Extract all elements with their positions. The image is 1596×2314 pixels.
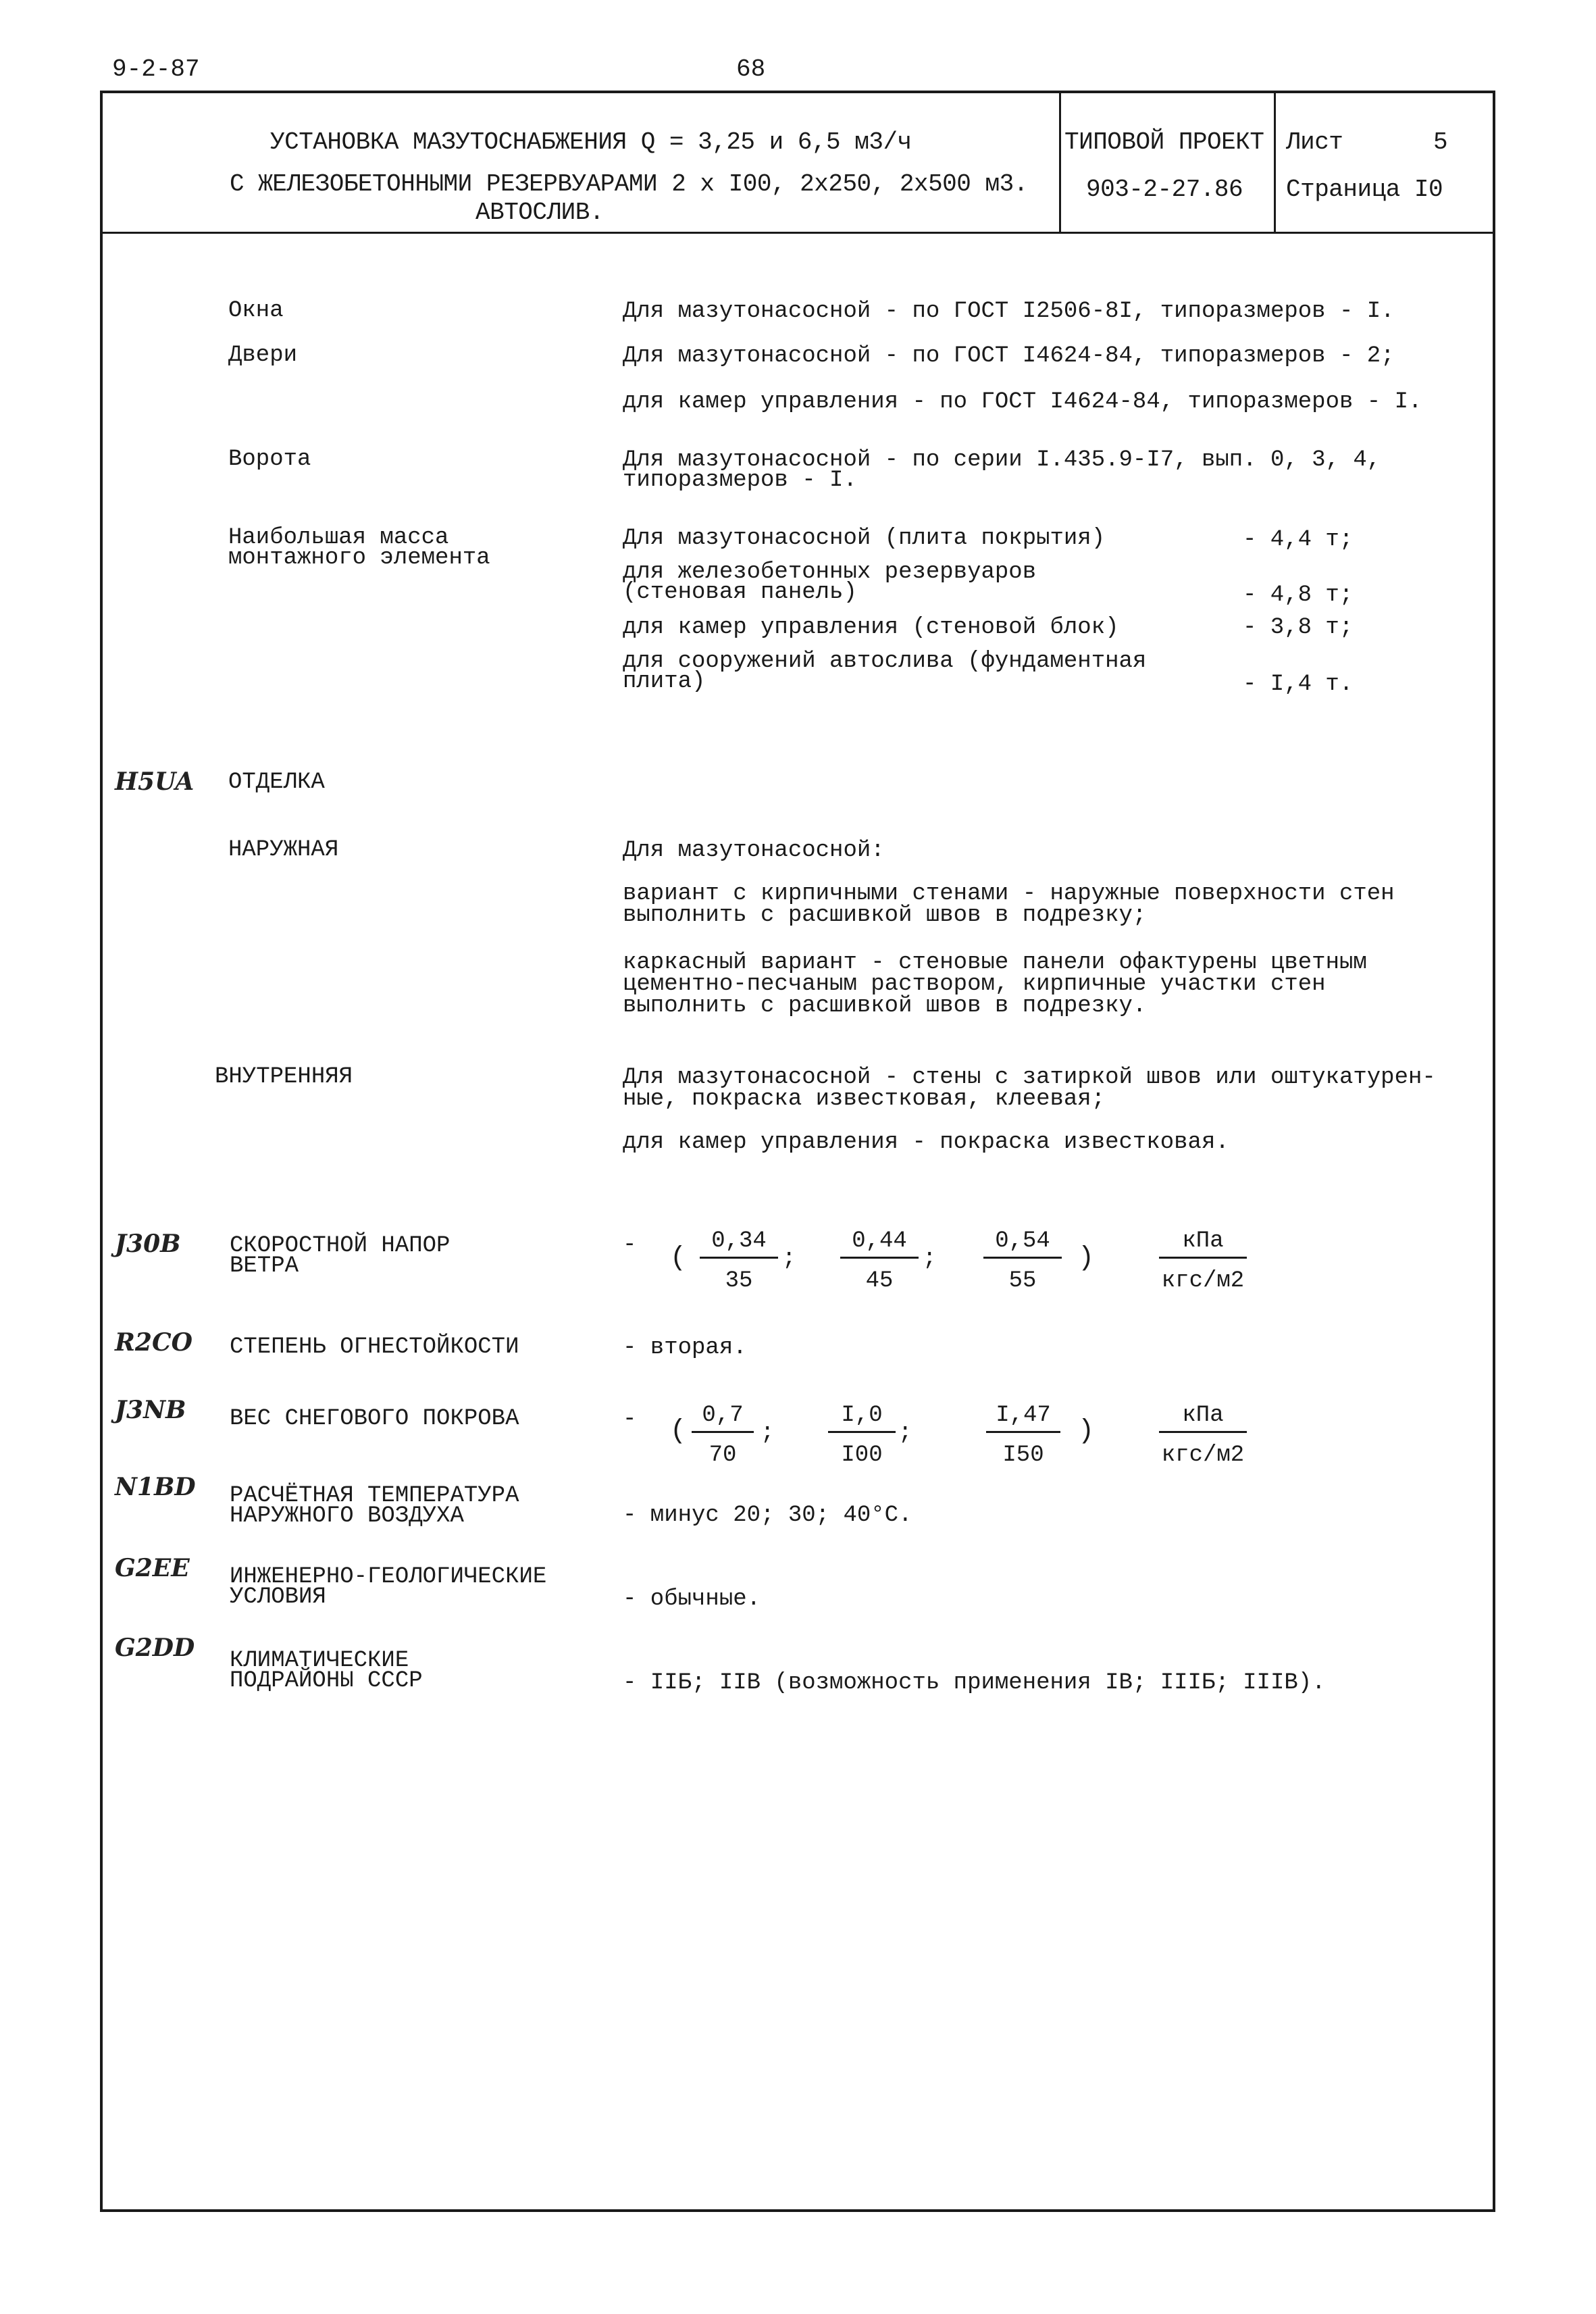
page-number: 68	[736, 55, 766, 83]
wind-close-paren: )	[1078, 1243, 1095, 1274]
subregions-value: - IIБ; IIВ (возможность применения IВ; IIIБ; IIIВ).	[623, 1670, 1326, 1696]
snow-open-paren: (	[670, 1416, 687, 1447]
snow-fraction-3	[986, 1403, 1060, 1468]
mass-item-2-line1: для железобетонных резервуаров	[623, 559, 1037, 585]
mass-item-2-value: - 4,8 т;	[1243, 582, 1354, 608]
wind-unit-den: кгс/м2	[1161, 1268, 1245, 1294]
wind-dash: -	[623, 1232, 637, 1258]
gates-value-line1: Для мазутонасосной - по серии I.435.9-I7, вып. 0, 3, 4,	[623, 447, 1381, 473]
project-number: 903-2-27.86	[1086, 176, 1243, 203]
page-label: Страница I0	[1286, 176, 1443, 203]
snow-label: ВЕС СНЕГОВОГО ПОКРОВА	[230, 1406, 519, 1432]
wind-label-line2: ВЕТРА	[230, 1253, 299, 1279]
snow-fraction-1-num: 0,7	[692, 1403, 754, 1433]
mass-item-3-value: - 3,8 т;	[1243, 615, 1354, 640]
mass-item-1-value: - 4,4 т;	[1243, 527, 1354, 553]
temperature-code: N1BD	[115, 1473, 196, 1501]
mass-item-3: для камер управления (стеновой блок)	[623, 615, 1119, 640]
exterior-p2-line3: выполнить с расшивкой швов в подрезку.	[623, 993, 1147, 1019]
wind-fraction-2	[840, 1228, 919, 1294]
mass-item-4-line2: плита)	[623, 669, 706, 695]
subregions-label-line2: ПОДРАЙОНЫ СССР	[230, 1668, 423, 1694]
subregions-code: G2DD	[115, 1634, 195, 1662]
doors-label: Двери	[228, 343, 298, 368]
snow-fraction-1	[692, 1403, 754, 1468]
sheet-value: 5	[1433, 128, 1448, 156]
subregions-label-line1: КЛИМАТИЧЕСКИЕ	[230, 1648, 409, 1674]
header-divider-v2	[1274, 91, 1276, 233]
finishing-heading: ОТДЕЛКА	[228, 770, 325, 795]
wind-unit	[1159, 1228, 1247, 1294]
wind-unit-num: кПа	[1159, 1228, 1247, 1259]
header-title-line1: УСТАНОВКА МАЗУТОСНАБЖЕНИЯ Q = 3,25 и 6,5 м3/ч	[270, 128, 912, 156]
snow-code: J3NB	[115, 1396, 186, 1424]
geology-value: - обычные.	[623, 1586, 761, 1612]
snow-sep-1: ;	[761, 1420, 775, 1446]
interior-p1-line2: ные, покраска известковая, клеевая;	[623, 1086, 1106, 1112]
wind-code: J30B	[115, 1230, 181, 1258]
geology-label-line1: ИНЖЕНЕРНО-ГЕОЛОГИЧЕСКИЕ	[230, 1564, 547, 1590]
wind-sep-1: ;	[782, 1246, 796, 1272]
mass-item-2-line2: (стеновая панель)	[623, 580, 857, 605]
snow-fraction-3-den: I50	[1002, 1442, 1044, 1468]
finishing-code: H5UA	[115, 768, 195, 796]
snow-fraction-2-num: I,0	[828, 1403, 896, 1433]
wind-fraction-1	[700, 1228, 778, 1294]
fire-code: R2CO	[115, 1328, 192, 1357]
gates-label: Ворота	[228, 447, 311, 472]
max-mass-label-line1: Наибольшая масса	[228, 525, 449, 551]
max-mass-label-line2: монтажного элемента	[228, 545, 490, 571]
snow-fraction-3-num: I,47	[986, 1403, 1060, 1433]
windows-label: Окна	[228, 298, 284, 324]
snow-unit	[1159, 1403, 1247, 1468]
wind-fraction-3-den: 55	[1008, 1268, 1037, 1294]
interior-p1-line1: Для мазутонасосной - стены с затиркой швов или оштукатурен-	[623, 1065, 1436, 1090]
wind-fraction-1-num: 0,34	[700, 1228, 778, 1259]
mass-item-4-value: - I,4 т.	[1243, 672, 1354, 697]
exterior-intro: Для мазутонасосной:	[623, 838, 885, 863]
snow-fraction-2-den: I00	[841, 1442, 883, 1468]
windows-value: Для мазутонасосной - по ГОСТ I2506-8I, типоразмеров - I.	[623, 299, 1395, 324]
header-title-line2: С ЖЕЛЕЗОБЕТОННЫМИ РЕЗЕРВУАРАМИ 2 х I00, 2х250, 2х500 м3.	[230, 170, 1028, 198]
temperature-label-line2: НАРУЖНОГО ВОЗДУХА	[230, 1503, 464, 1529]
geology-label-line2: УСЛОВИЯ	[230, 1584, 326, 1610]
exterior-p2-line1: каркасный вариант - стеновые панели офактурены цветным	[623, 950, 1367, 976]
doors-value-1: Для мазутонасосной - по ГОСТ I4624-84, типоразмеров - 2;	[623, 343, 1395, 369]
header-divider	[100, 232, 1495, 234]
snow-unit-den: кгс/м2	[1161, 1442, 1245, 1468]
wind-open-paren: (	[670, 1243, 687, 1274]
interior-p2: для камер управления - покраска известковая.	[623, 1130, 1229, 1155]
sheet-label: Лист	[1286, 128, 1343, 156]
exterior-p1-line2: выполнить с расшивкой швов в подрезку;	[623, 903, 1147, 928]
snow-close-paren: )	[1078, 1416, 1095, 1447]
wind-fraction-3	[983, 1228, 1062, 1294]
geology-code: G2EE	[115, 1554, 190, 1582]
snow-unit-num: кПа	[1159, 1403, 1247, 1433]
header-divider-v1	[1059, 91, 1061, 233]
gates-value-line2: типоразмеров - I.	[623, 468, 857, 493]
fire-label: СТЕПЕНЬ ОГНЕСТОЙКОСТИ	[230, 1334, 519, 1360]
header-title-line3: АВТОСЛИВ.	[475, 199, 604, 226]
wind-fraction-2-num: 0,44	[840, 1228, 919, 1259]
temperature-label-line1: РАСЧЁТНАЯ ТЕМПЕРАТУРА	[230, 1483, 519, 1509]
interior-label: ВНУТРЕННЯЯ	[215, 1064, 353, 1090]
mass-item-4-line1: для сооружений автослива (фундаментная	[623, 649, 1147, 674]
project-label: ТИПОВОЙ ПРОЕКТ	[1064, 128, 1264, 156]
wind-fraction-3-num: 0,54	[983, 1228, 1062, 1259]
snow-fraction-2	[828, 1403, 896, 1468]
doc-code: 9-2-87	[112, 55, 200, 83]
snow-sep-2: ;	[898, 1420, 912, 1446]
snow-dash: -	[623, 1407, 637, 1432]
wind-sep-2: ;	[923, 1246, 937, 1272]
exterior-p1-line1: вариант с кирпичными стенами - наружные поверхности стен	[623, 881, 1395, 907]
fire-value: - вторая.	[623, 1335, 747, 1361]
wind-fraction-2-den: 45	[865, 1268, 894, 1294]
exterior-p2-line2: цементно-песчаным раствором, кирпичные участки стен	[623, 972, 1326, 997]
wind-fraction-1-den: 35	[725, 1268, 753, 1294]
temperature-value: - минус 20; 30; 40°С.	[623, 1503, 912, 1528]
doors-value-2: для камер управления - по ГОСТ I4624-84, типоразмеров - I.	[623, 389, 1422, 415]
snow-fraction-1-den: 70	[709, 1442, 737, 1468]
exterior-label: НАРУЖНАЯ	[228, 837, 339, 863]
wind-label-line1: СКОРОСТНОЙ НАПОР	[230, 1233, 451, 1259]
mass-item-1: Для мазутонасосной (плита покрытия)	[623, 526, 1106, 551]
